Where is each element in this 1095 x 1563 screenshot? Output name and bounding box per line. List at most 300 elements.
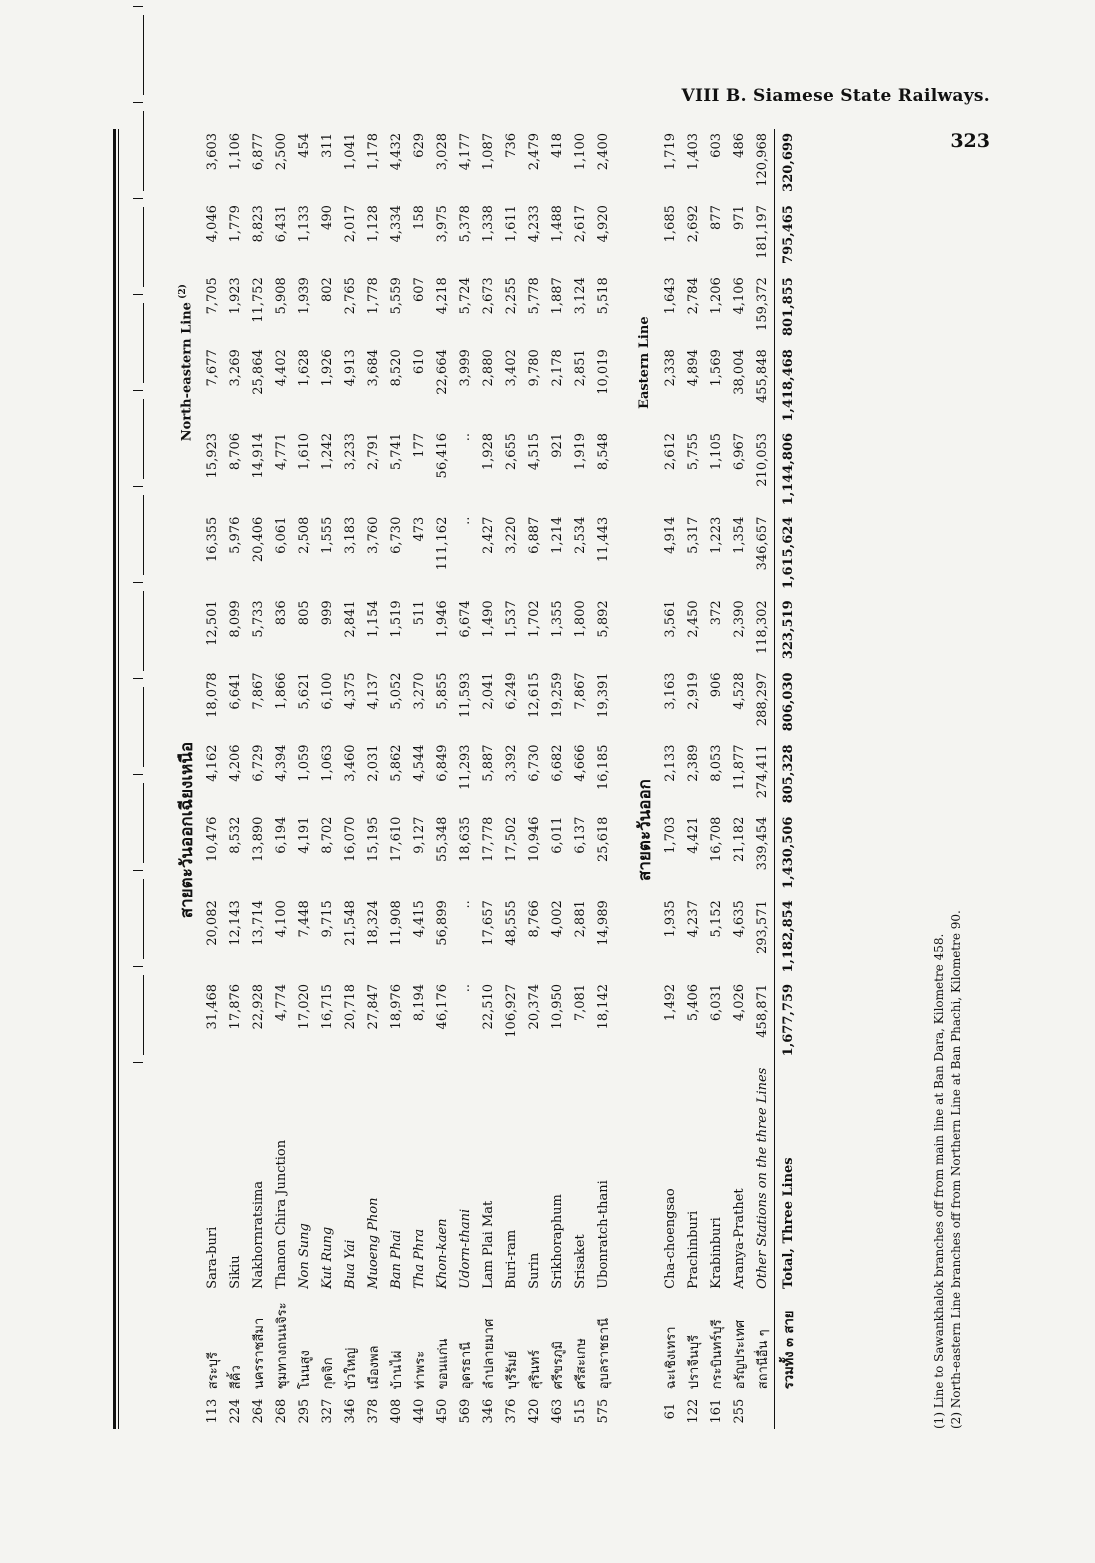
value-cell: 971 xyxy=(731,204,747,230)
table-row xyxy=(247,129,270,1429)
station-name-cell: Krabinburi xyxy=(708,1216,724,1289)
station-name-cell: Prachinburi xyxy=(685,1210,701,1289)
value-cell: 293,571 xyxy=(754,899,770,954)
value-cell: 6,100 xyxy=(319,671,335,710)
value-cell: 6,031 xyxy=(708,983,724,1021)
column-head-tick xyxy=(143,591,144,671)
value-cell: 4,914 xyxy=(662,516,678,554)
station-thai-cell: กระบินทร์บุรี xyxy=(709,1318,725,1389)
value-cell: 2,765 xyxy=(342,276,358,314)
column-head-tick xyxy=(143,111,144,191)
kilometre-cell: 515 xyxy=(572,1398,588,1424)
value-cell: 6,194 xyxy=(273,816,289,854)
station-thai-cell: ท่าพระ xyxy=(412,1350,428,1389)
value-cell: 7,448 xyxy=(296,899,312,937)
table-row xyxy=(546,129,569,1429)
total-value-cell: 1,677,759 xyxy=(774,979,801,1063)
column-head-tick xyxy=(143,687,144,767)
value-cell: 1,946 xyxy=(434,599,450,638)
value-cell: 11,908 xyxy=(388,899,404,946)
value-cell: 120,968 xyxy=(754,132,770,187)
kilometre-cell: 420 xyxy=(526,1398,542,1424)
value-cell: 1,919 xyxy=(572,432,588,470)
value-cell: 2,338 xyxy=(662,348,678,386)
column-head-divider xyxy=(133,6,143,7)
value-cell: 603 xyxy=(708,132,724,158)
value-cell: 3,999 xyxy=(457,348,473,386)
value-cell: 486 xyxy=(731,132,747,158)
value-cell: 1,928 xyxy=(480,432,496,470)
table-row xyxy=(523,129,546,1429)
value-cell: .. xyxy=(457,432,473,441)
value-cell: 1,128 xyxy=(365,204,381,242)
value-cell: 2,880 xyxy=(480,348,496,386)
value-cell: 3,233 xyxy=(342,432,358,470)
value-cell: 21,182 xyxy=(731,816,747,862)
value-cell: 2,673 xyxy=(480,276,496,314)
value-cell: 8,766 xyxy=(526,899,542,937)
kilometre-cell: 569 xyxy=(457,1398,473,1424)
value-cell: 1,779 xyxy=(227,204,243,242)
value-cell: 1,490 xyxy=(480,599,496,638)
value-cell: 18,142 xyxy=(595,983,611,1029)
value-cell: 6,730 xyxy=(526,743,542,782)
value-cell: 5,976 xyxy=(227,516,243,554)
section-heading-row xyxy=(171,129,201,1429)
value-cell: 10,946 xyxy=(526,816,542,862)
value-cell: 3,460 xyxy=(342,743,358,782)
value-cell: 4,375 xyxy=(342,671,358,710)
station-thai-cell: สระบุรี xyxy=(205,1351,221,1389)
kilometre-cell: 327 xyxy=(319,1398,335,1424)
value-cell: 4,913 xyxy=(342,348,358,386)
column-head-tick xyxy=(143,975,144,1055)
station-thai-cell: ศรีขรภูมิ xyxy=(550,1340,566,1389)
value-cell: 3,561 xyxy=(662,599,678,638)
value-cell: 4,666 xyxy=(572,743,588,782)
table-row xyxy=(339,129,362,1429)
value-cell: 48,555 xyxy=(503,899,519,946)
kilometre-cell: 376 xyxy=(503,1398,519,1424)
value-cell: 210,053 xyxy=(754,432,770,487)
column-head-tick xyxy=(143,15,144,95)
total-row xyxy=(774,129,801,1429)
value-cell: 3,402 xyxy=(503,348,519,386)
column-head-divider xyxy=(133,774,143,775)
value-cell: 6,641 xyxy=(227,671,243,710)
value-cell: .. xyxy=(457,983,473,992)
value-cell: 1,611 xyxy=(503,204,519,242)
station-name-cell: Sikiu xyxy=(227,1254,243,1289)
value-cell: 3,269 xyxy=(227,348,243,386)
section-heading-english xyxy=(629,129,659,596)
value-cell: 17,020 xyxy=(296,983,312,1029)
value-cell: 181,197 xyxy=(754,204,770,259)
section-heading-pad xyxy=(629,1063,659,1428)
value-cell: 6,682 xyxy=(549,743,565,782)
value-cell: 118,302 xyxy=(754,599,770,654)
value-cell: 1,154 xyxy=(365,599,381,638)
total-value-cell: 801,855 xyxy=(774,273,801,345)
table-row xyxy=(500,129,523,1429)
value-cell: 6,431 xyxy=(273,204,289,242)
section-gap xyxy=(615,129,629,1429)
value-cell: 1,100 xyxy=(572,132,588,170)
station-name-cell: Other Stations on the three Lines xyxy=(754,1067,770,1289)
value-cell: 4,002 xyxy=(549,899,565,937)
value-cell: 1,106 xyxy=(227,132,243,170)
value-cell: 2,255 xyxy=(503,276,519,314)
value-cell: 9,127 xyxy=(411,816,427,854)
station-name-cell: Udorn-thani xyxy=(457,1208,473,1289)
column-head-divider xyxy=(133,198,143,199)
kilometre-cell: 113 xyxy=(204,1398,220,1424)
value-cell: 4,771 xyxy=(273,432,289,470)
kilometre-cell: 440 xyxy=(411,1398,427,1424)
value-cell: 1,059 xyxy=(296,743,312,782)
value-cell: 1,569 xyxy=(708,348,724,386)
value-cell: 1,719 xyxy=(662,132,678,170)
total-value-cell: 320,699 xyxy=(774,129,801,201)
value-cell: 5,378 xyxy=(457,204,473,242)
value-cell: 1,133 xyxy=(296,204,312,242)
value-cell: 610 xyxy=(411,348,427,374)
value-cell: 4,635 xyxy=(731,899,747,937)
value-cell: 7,867 xyxy=(572,671,588,710)
total-value-cell: 323,519 xyxy=(774,596,801,668)
station-thai-cell: ลำปลายมาศ xyxy=(481,1318,497,1389)
value-cell: 2,692 xyxy=(685,204,701,242)
value-cell: 17,657 xyxy=(480,899,496,946)
value-cell: 458,871 xyxy=(754,983,770,1038)
value-cell: 55,348 xyxy=(434,816,450,862)
value-cell: 56,899 xyxy=(434,899,450,946)
station-name-cell: Lam Plai Mat xyxy=(480,1200,496,1289)
value-cell: 11,443 xyxy=(595,516,611,562)
kilometre-cell: 268 xyxy=(273,1398,289,1424)
value-cell: 8,823 xyxy=(250,204,266,242)
kilometre-cell: 346 xyxy=(480,1398,496,1424)
value-cell: 1,703 xyxy=(662,816,678,854)
value-cell: 5,892 xyxy=(595,599,611,638)
station-name-cell: Kut Rung xyxy=(319,1226,335,1289)
value-cell: 1,939 xyxy=(296,276,312,314)
value-cell: 1,223 xyxy=(708,516,724,554)
value-cell: 16,355 xyxy=(204,516,220,562)
value-cell: 4,432 xyxy=(388,132,404,170)
total-value-cell: 1,182,854 xyxy=(774,896,801,980)
value-cell: 4,137 xyxy=(365,671,381,710)
value-cell: 490 xyxy=(319,204,335,230)
value-cell: 802 xyxy=(319,276,335,302)
station-name-cell: Nakhornratsima xyxy=(250,1180,266,1289)
value-cell: 4,100 xyxy=(273,899,289,937)
value-cell: 877 xyxy=(708,204,724,230)
value-cell: 11,752 xyxy=(250,276,266,323)
value-cell: 8,548 xyxy=(595,432,611,470)
station-name-cell: Ubonratch-thani xyxy=(595,1179,611,1289)
value-cell: 21,548 xyxy=(342,899,358,946)
value-cell: 10,476 xyxy=(204,816,220,862)
value-cell: 1,488 xyxy=(549,204,565,242)
value-cell: 346,657 xyxy=(754,516,770,570)
table-row xyxy=(316,129,339,1429)
value-cell: 1,041 xyxy=(342,132,358,170)
value-cell: 2,655 xyxy=(503,432,519,470)
value-cell: 5,621 xyxy=(296,671,312,710)
value-cell: 6,887 xyxy=(526,516,542,554)
value-cell: 15,923 xyxy=(204,432,220,478)
value-cell: 7,677 xyxy=(204,348,220,386)
value-cell: 1,214 xyxy=(549,516,565,554)
value-cell: 3,684 xyxy=(365,348,381,386)
value-cell: 2,389 xyxy=(685,743,701,782)
value-cell: 38,004 xyxy=(731,348,747,395)
value-cell: 177 xyxy=(411,432,427,458)
value-cell: 12,615 xyxy=(526,671,542,718)
value-cell: 1,537 xyxy=(503,599,519,638)
value-cell: 13,890 xyxy=(250,816,266,862)
value-cell: 16,708 xyxy=(708,816,724,862)
value-cell: 921 xyxy=(549,432,565,458)
value-cell: 27,847 xyxy=(365,983,381,1029)
column-head-divider xyxy=(133,486,143,487)
total-value-cell: 1,430,506 xyxy=(774,812,801,896)
table-row xyxy=(477,129,500,1429)
value-cell: 6,729 xyxy=(250,743,266,782)
value-cell: 20,374 xyxy=(526,983,542,1029)
footnotes xyxy=(931,129,965,1429)
value-cell: 2,612 xyxy=(662,432,678,470)
value-cell: 17,610 xyxy=(388,816,404,862)
value-cell: 5,887 xyxy=(480,743,496,782)
value-cell: 805 xyxy=(296,599,312,625)
station-thai-cell: โนนสูง xyxy=(297,1349,313,1389)
value-cell: 4,026 xyxy=(731,983,747,1021)
station-name-cell: Bua Yai xyxy=(342,1239,358,1289)
value-cell: .. xyxy=(457,516,473,525)
value-cell: 4,334 xyxy=(388,204,404,242)
kilometre-cell: 295 xyxy=(296,1398,312,1424)
station-name-cell: Non Sung xyxy=(296,1222,312,1289)
table-row xyxy=(270,129,293,1429)
value-cell: 11,593 xyxy=(457,671,473,718)
table-row xyxy=(224,129,247,1429)
column-head-divider xyxy=(133,102,143,103)
value-cell: 5,052 xyxy=(388,671,404,710)
top-rule-thin xyxy=(118,129,119,1429)
value-cell: 2,133 xyxy=(662,743,678,782)
value-cell: 5,406 xyxy=(685,983,701,1021)
value-cell: 3,163 xyxy=(662,671,678,710)
value-cell: 4,774 xyxy=(273,983,289,1021)
station-name-cell: Surin xyxy=(526,1252,542,1289)
station-name-cell: Sara-buri xyxy=(204,1226,220,1289)
value-cell: 1,105 xyxy=(708,432,724,470)
total-value-cell: 1,144,806 xyxy=(774,428,801,512)
value-cell: 6,849 xyxy=(434,743,450,782)
value-cell: 1,935 xyxy=(662,899,678,937)
value-cell: 8,053 xyxy=(708,743,724,782)
value-cell: 10,950 xyxy=(549,983,565,1029)
value-cell: 12,143 xyxy=(227,899,243,946)
table-row xyxy=(454,129,477,1429)
value-cell: 274,411 xyxy=(754,743,770,798)
table-row xyxy=(385,129,408,1429)
value-cell: 5,733 xyxy=(250,599,266,638)
value-cell: 3,603 xyxy=(204,132,220,170)
value-cell: 5,724 xyxy=(457,276,473,314)
value-cell: 5,518 xyxy=(595,276,611,314)
station-thai-cell: สีคิ้ว xyxy=(228,1364,244,1389)
rotated-table-block xyxy=(113,129,983,1429)
table-row xyxy=(659,129,682,1429)
value-cell: 1,178 xyxy=(365,132,381,170)
value-cell: 1,800 xyxy=(572,599,588,638)
value-cell: 4,515 xyxy=(526,432,542,470)
value-cell: 999 xyxy=(319,599,335,625)
value-cell: 15,195 xyxy=(365,816,381,862)
value-cell: 1,355 xyxy=(549,599,565,638)
value-cell: 17,876 xyxy=(227,983,243,1029)
value-cell: 2,427 xyxy=(480,516,496,554)
value-cell: 5,908 xyxy=(273,276,289,314)
value-cell: 906 xyxy=(708,671,724,697)
value-cell: 2,450 xyxy=(685,599,701,638)
kilometre-cell: 450 xyxy=(434,1398,450,1424)
table-row xyxy=(431,129,454,1429)
total-value-cell: 1,418,468 xyxy=(774,345,801,429)
value-cell: 5,317 xyxy=(685,516,701,554)
section-heading-pad xyxy=(171,1063,201,1428)
value-cell: 8,099 xyxy=(227,599,243,638)
station-thai-cell: อรัญประเทศ xyxy=(732,1319,748,1389)
value-cell: 2,881 xyxy=(572,899,588,937)
value-cell: 2,851 xyxy=(572,348,588,386)
value-cell: 2,508 xyxy=(296,516,312,554)
value-cell: 22,928 xyxy=(250,983,266,1029)
station-name-cell: Srikhoraphum xyxy=(549,1193,565,1289)
station-name-cell: Aranya-Prathet xyxy=(731,1187,747,1289)
value-cell: 5,755 xyxy=(685,432,701,470)
value-cell: 16,715 xyxy=(319,983,335,1029)
value-cell: 5,741 xyxy=(388,432,404,470)
column-head-tick xyxy=(143,207,144,287)
column-head-divider xyxy=(133,870,143,871)
table-row xyxy=(569,129,592,1429)
value-cell: 4,177 xyxy=(457,132,473,170)
section-heading-english-text: Eastern Line xyxy=(636,315,651,409)
value-cell: 4,106 xyxy=(731,276,747,314)
section-heading-english-text: North-eastern Line xyxy=(178,301,194,441)
traffic-table xyxy=(171,129,801,1429)
value-cell: 25,618 xyxy=(595,816,611,862)
station-thai-cell: อุบลราชธานี xyxy=(596,1317,612,1389)
table-row xyxy=(751,129,775,1429)
value-cell: 4,402 xyxy=(273,348,289,386)
value-cell: 8,706 xyxy=(227,432,243,470)
value-cell: 1,610 xyxy=(296,432,312,470)
value-cell: 16,070 xyxy=(342,816,358,862)
value-cell: 455,848 xyxy=(754,348,770,403)
value-cell: 14,914 xyxy=(250,432,266,478)
station-name-cell: Thanon Chira Junction xyxy=(273,1139,289,1289)
value-cell: .. xyxy=(457,899,473,909)
value-cell: 6,011 xyxy=(549,816,565,854)
footnote-2: (2) North-eastern Line branches off from Northern Line at Ban Phachi, Kilometre 90. xyxy=(948,909,963,1429)
station-name-cell: Cha-choengsao xyxy=(662,1187,678,1289)
value-cell: 4,206 xyxy=(227,743,243,782)
kilometre-cell: 575 xyxy=(595,1398,611,1424)
value-cell: 46,176 xyxy=(434,983,450,1029)
top-rule xyxy=(113,129,116,1429)
station-name-cell: Srisaket xyxy=(572,1233,588,1289)
value-cell: 2,500 xyxy=(273,132,289,170)
value-cell: 19,259 xyxy=(549,671,565,718)
column-head-divider xyxy=(133,678,143,679)
section-heading-thai: สายตะวันออกเฉียงเหนือ xyxy=(176,741,196,918)
value-cell: 7,867 xyxy=(250,671,266,710)
value-cell: 4,218 xyxy=(434,276,450,314)
value-cell: 9,780 xyxy=(526,348,542,386)
station-thai-cell: ฉะเชิงเทรา xyxy=(663,1325,679,1389)
value-cell: 2,031 xyxy=(365,743,381,782)
value-cell: 3,220 xyxy=(503,516,519,554)
value-cell: 12,501 xyxy=(204,599,220,646)
value-cell: 1,887 xyxy=(549,276,565,314)
value-cell: 2,919 xyxy=(685,671,701,710)
page-number: 323 xyxy=(950,130,990,152)
kilometre-cell: 378 xyxy=(365,1398,381,1424)
footnote-1: (1) Line to Sawankhalok branches off from main line at Ban Dara, Kilometre 458. xyxy=(931,933,946,1429)
value-cell: 4,233 xyxy=(526,204,542,242)
value-cell: 18,976 xyxy=(388,983,404,1029)
table-row xyxy=(728,129,751,1429)
value-cell: 3,975 xyxy=(434,204,450,242)
value-cell: 31,468 xyxy=(204,983,220,1029)
kilometre-cell: 224 xyxy=(227,1398,243,1424)
value-cell: 106,927 xyxy=(503,983,519,1038)
value-cell: 17,778 xyxy=(480,816,496,862)
kilometre-cell: 161 xyxy=(708,1398,724,1424)
total-thai-label: รวมทั้ง ๓ สาย xyxy=(774,1292,801,1392)
kilometre-cell: 122 xyxy=(685,1398,701,1424)
station-thai-cell: บ้านไผ่ xyxy=(389,1350,405,1389)
value-cell: 4,528 xyxy=(731,671,747,710)
value-cell: 16,185 xyxy=(595,743,611,790)
value-cell: 1,354 xyxy=(731,516,747,554)
station-thai-cell: บุรีรัมย์ xyxy=(504,1350,520,1389)
value-cell: 17,502 xyxy=(503,816,519,862)
value-cell: 1,338 xyxy=(480,204,496,242)
value-cell: 311 xyxy=(319,132,335,158)
value-cell: 6,249 xyxy=(503,671,519,710)
value-cell: 25,864 xyxy=(250,348,266,395)
value-cell: 5,778 xyxy=(526,276,542,314)
station-thai-cell: ศรีสะเกษ xyxy=(573,1337,589,1389)
kilometre-cell xyxy=(774,1393,801,1429)
value-cell: 13,714 xyxy=(250,899,266,946)
value-cell: 4,162 xyxy=(204,743,220,782)
value-cell: 3,760 xyxy=(365,516,381,554)
station-thai-cell: สุรินทร์ xyxy=(527,1349,543,1389)
value-cell: 1,923 xyxy=(227,276,243,314)
value-cell: 1,555 xyxy=(319,516,335,554)
value-cell: 158 xyxy=(411,204,427,230)
station-name-cell: Khon-kaen xyxy=(434,1217,450,1289)
value-cell: 4,191 xyxy=(296,816,312,854)
value-cell: 7,081 xyxy=(572,983,588,1021)
